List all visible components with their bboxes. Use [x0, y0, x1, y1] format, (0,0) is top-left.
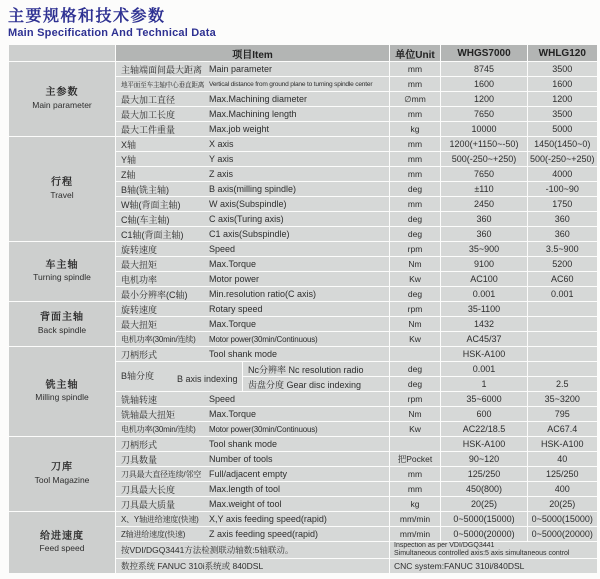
- group-label-zh: 主参数: [45, 87, 79, 99]
- item-cell: [116, 407, 389, 421]
- item-zh: 电机功率: [121, 274, 158, 285]
- group-label-en: Back spindle: [37, 324, 87, 335]
- unit-cell: deg: [390, 212, 440, 226]
- item-cell: [116, 92, 389, 106]
- value-whlg120: [528, 362, 597, 376]
- item-zh: Z轴进给速度(快速): [121, 529, 186, 539]
- item-zh: 主轴端面间最大距离: [121, 64, 203, 75]
- item-en: X,Y axis feeding speed(rapid): [209, 514, 327, 524]
- unit-cell: rpm: [390, 242, 440, 256]
- item-en: Tool shank mode: [209, 349, 278, 359]
- group-label-zh: 刀库: [51, 462, 73, 474]
- group-label-zh: 车主轴: [45, 259, 79, 271]
- item-en: B axis(milling spindle): [209, 184, 297, 194]
- value-whgs7000: 8745: [441, 62, 527, 76]
- item-cell: [116, 62, 389, 76]
- item-en: Speed: [209, 244, 236, 254]
- item-zh: 刀具数量: [121, 454, 158, 465]
- value-whgs7000: 450(800): [441, 482, 527, 496]
- unit-cell: ∅mm: [390, 92, 440, 106]
- item-en: Max.Torque: [209, 319, 257, 329]
- value-whgs7000: 500(-250~+250): [441, 152, 527, 166]
- value-whlg120: 125/250: [528, 467, 597, 481]
- value-whlg120: 500(-250~+250): [530, 154, 595, 164]
- item-en: Max.length of tool: [209, 484, 281, 494]
- item-en: W axis(Subspindle): [209, 199, 287, 209]
- value-whgs7000: 10000: [441, 122, 527, 136]
- unit-cell: mm: [390, 467, 440, 481]
- item-cell: [116, 287, 389, 301]
- group-label-en: Turning spindle: [33, 272, 91, 283]
- item-zh: 旋转速度: [121, 244, 158, 255]
- value-whlg120: 5200: [528, 257, 597, 271]
- item-en: X axis: [209, 139, 234, 149]
- item-en: Y axis: [209, 154, 234, 164]
- value-whgs7000: AC22/18.5: [441, 422, 527, 436]
- unit-cell: 把Pocket: [390, 452, 440, 466]
- item-cell: [116, 512, 389, 526]
- item-zh: 地平面至车主轴中心垂直距离: [121, 82, 205, 89]
- unit-cell: mm: [390, 167, 440, 181]
- group-label-en: Milling spindle: [35, 392, 89, 403]
- value-whlg120: HSK-A100: [528, 437, 597, 451]
- value-whlg120: 400: [528, 482, 597, 496]
- value-whlg120: 0.001: [528, 287, 597, 301]
- unit-cell: deg: [390, 227, 440, 241]
- unit-cell: deg: [390, 182, 440, 196]
- note-cnc-en: CNC system:FANUC 310i/840DSL: [390, 559, 597, 573]
- group-label-zh: 行程: [51, 177, 73, 189]
- item-zh: 最大扭矩: [121, 319, 158, 330]
- item-zh: X轴: [121, 139, 137, 150]
- header-item: 项目Item: [116, 45, 389, 61]
- item-en: Max.Machining diameter: [209, 94, 308, 104]
- value-whlg120: AC67.4: [528, 422, 597, 436]
- value-whlg120: 0~5000(20000): [528, 527, 597, 541]
- value-whgs7000: 360: [441, 227, 527, 241]
- unit-cell: [390, 437, 440, 451]
- value-whlg120: 360: [528, 212, 597, 226]
- item-zh: 最大工件重量: [121, 124, 176, 135]
- value-whgs7000: 2450: [441, 197, 527, 211]
- item-en: C axis(Turing axis): [209, 214, 284, 224]
- group-cell-turning-spindle: [9, 242, 115, 301]
- table-row: [9, 302, 597, 316]
- item-zh: 刀具最大直径连续/邻空: [121, 469, 202, 479]
- item-zh: 刀柄形式: [121, 349, 158, 360]
- table-row: [9, 137, 597, 151]
- item-cell: [116, 452, 389, 466]
- item-en: Full/adjacent empty: [209, 469, 288, 479]
- unit-cell: Nm: [390, 257, 440, 271]
- value-whlg120: 5000: [528, 122, 597, 136]
- value-whlg120: 795: [528, 407, 597, 421]
- value-whlg120: 1750: [528, 197, 597, 211]
- item-cell: [116, 422, 389, 436]
- group-cell-tool-magazine: [9, 437, 115, 511]
- item-en: Max.job weight: [209, 124, 270, 134]
- item-zh: 电机功率(30min/连续): [121, 334, 196, 344]
- unit-cell: mm/min: [390, 527, 440, 541]
- note-line: Inspection as per VDI/DGQ3441: [394, 542, 495, 549]
- item-zh: 电机功率(30min/连续): [121, 424, 196, 434]
- unit-cell: deg: [390, 287, 440, 301]
- value-whlg120: 20(25): [528, 497, 597, 511]
- group-label-en: Main parameter: [32, 99, 92, 110]
- item-cell: [116, 527, 389, 541]
- group-cell-main-parameter: [9, 62, 115, 136]
- item-en: Z axis: [209, 169, 234, 179]
- unit-cell: mm: [390, 62, 440, 76]
- item-cell: [116, 137, 389, 151]
- value-whgs7000: AC100: [441, 272, 527, 286]
- item-en: Vertical distance from ground plane to turning spindle center: [209, 80, 373, 88]
- unit-cell: mm: [390, 152, 440, 166]
- header-group-corner: [9, 45, 115, 61]
- item-zh: 铣轴最大扭矩: [121, 409, 176, 420]
- item-zh: 最大加工直径: [121, 94, 176, 105]
- note-inspection-zh: 按VDI/DGQ3441方法检测联动轴数:5轴联动。: [116, 542, 389, 558]
- item-en: Max.Torque: [209, 409, 257, 419]
- item-zh: 刀柄形式: [121, 439, 158, 450]
- value-whgs7000: 1600: [441, 77, 527, 91]
- item-cell: [116, 152, 389, 166]
- item-zh: 最大加工长度: [121, 109, 176, 120]
- value-whgs7000: ±110: [441, 182, 527, 196]
- value-whlg120: 1450(1450~0): [528, 137, 597, 151]
- unit-cell: Nm: [390, 317, 440, 331]
- note-inspection-en: [390, 542, 597, 558]
- unit-cell: kg: [390, 122, 440, 136]
- table-row: [9, 347, 597, 361]
- item-en: Rotary speed: [209, 304, 263, 314]
- value-whlg120: 4000: [528, 167, 597, 181]
- value-whgs7000: 0.001: [441, 362, 527, 376]
- group-cell-travel: [9, 137, 115, 241]
- item-en: Motor power(30min/Continuous): [209, 424, 318, 434]
- item-cell: [116, 227, 389, 241]
- subitem-cell: Nc分辨率 Nc resolution radio: [243, 362, 389, 376]
- value-whgs7000: 360: [441, 212, 527, 226]
- item-zh: B轴(铣主轴): [121, 184, 169, 195]
- item-en: Speed: [209, 394, 236, 404]
- item-en: Max.Torque: [209, 259, 257, 269]
- value-whgs7000: 35~6000: [441, 392, 527, 406]
- unit-cell: deg: [390, 377, 440, 391]
- table-row: [9, 62, 597, 76]
- item-en: Number of tools: [209, 454, 273, 464]
- value-whlg120: -100~90: [528, 182, 597, 196]
- item-en: C1 axis(Subspindle): [209, 229, 290, 239]
- unit-cell: mm: [390, 197, 440, 211]
- unit-cell: Kw: [390, 272, 440, 286]
- item-cell: [116, 302, 389, 316]
- note-line: Simultaneous controlled axis:5 axis simultaneous control: [394, 550, 570, 558]
- group-label-zh: 背面主轴: [40, 312, 84, 324]
- value-whlg120: 0~5000(15000): [528, 512, 597, 526]
- item-cell: [116, 167, 389, 181]
- item-en: Min.resolution ratio(C axis): [209, 289, 317, 299]
- value-whgs7000: 1200: [441, 92, 527, 106]
- table-header-row: [9, 45, 597, 61]
- item-zh: Y轴: [121, 154, 137, 165]
- item-cell: [116, 437, 389, 451]
- spec-table: [8, 44, 598, 574]
- group-label-zh: 给进速度: [40, 530, 84, 542]
- group-cell-feed-speed: [9, 512, 115, 573]
- unit-cell: rpm: [390, 302, 440, 316]
- group-cell-back-spindle: [9, 302, 115, 346]
- unit-cell: mm: [390, 107, 440, 121]
- item-zh: Z轴: [121, 169, 136, 180]
- value-whgs7000: 7650: [441, 167, 527, 181]
- item-cell: [116, 317, 389, 331]
- item-cell: [116, 497, 389, 511]
- item-zh: C1轴(背面主轴): [121, 229, 184, 240]
- unit-cell: mm: [390, 137, 440, 151]
- unit-cell: mm/min: [390, 512, 440, 526]
- value-whgs7000: 0~5000(20000): [441, 527, 527, 541]
- unit-cell: Nm: [390, 407, 440, 421]
- page-title: 主要规格和技术参数: [8, 8, 166, 25]
- value-whgs7000: 20(25): [441, 497, 527, 511]
- item-en: Tool shank mode: [209, 439, 278, 449]
- group-label-en: Feed speed: [39, 543, 85, 554]
- value-whgs7000: 125/250: [441, 467, 527, 481]
- unit-cell: [390, 347, 440, 361]
- item-zh: 刀具最大长度: [121, 484, 176, 495]
- item-cell: [116, 182, 389, 196]
- item-cell: [116, 467, 389, 481]
- item-cell: [116, 392, 389, 406]
- item-zh: 铣轴转速: [121, 394, 158, 405]
- value-whgs7000: HSK-A100: [441, 437, 527, 451]
- header-model2: WHLG120: [528, 45, 597, 61]
- subitem-cell: 齿盘分度 Gear disc indexing: [243, 377, 389, 391]
- item-zh: B轴分度: [121, 371, 155, 381]
- item-cell: [116, 332, 389, 346]
- item-cell: [116, 347, 389, 361]
- value-whlg120: 40: [528, 452, 597, 466]
- table-row: [9, 512, 597, 526]
- group-label-en: Tool Magazine: [34, 474, 90, 485]
- item-en: Z axis feeding speed(rapid): [209, 529, 319, 539]
- item-zh: 最小分辨率(C轴): [121, 289, 188, 300]
- value-whlg120: AC60: [528, 272, 597, 286]
- item-cell: [116, 77, 389, 91]
- item-cell: [116, 122, 389, 136]
- value-whgs7000: HSK-A100: [441, 347, 527, 361]
- header-unit: 单位Unit: [390, 45, 440, 61]
- value-whgs7000: 600: [441, 407, 527, 421]
- value-whlg120: 1200: [528, 92, 597, 106]
- value-whlg120: 360: [528, 227, 597, 241]
- value-whgs7000: 90~120: [441, 452, 527, 466]
- value-whlg120: 3500: [528, 107, 597, 121]
- unit-cell: kg: [390, 497, 440, 511]
- value-whgs7000: 35~900: [441, 242, 527, 256]
- item-en: Motor power: [209, 274, 260, 284]
- value-whgs7000: 35-1100: [441, 302, 527, 316]
- item-en: Motor power(30min/Continuous): [209, 334, 318, 344]
- unit-cell: deg: [390, 362, 440, 376]
- header-model1: WHGS7000: [441, 45, 527, 61]
- group-label-en: Travel: [50, 189, 74, 200]
- table-row: [9, 242, 597, 256]
- page-subtitle: Main Specification And Technical Data: [8, 27, 216, 39]
- item-cell: [116, 212, 389, 226]
- item-zh: 刀具最大质量: [121, 499, 176, 510]
- unit-cell: Kw: [390, 332, 440, 346]
- item-cell-b-axis-indexing: [116, 362, 242, 391]
- item-en: Max.Machining length: [209, 109, 297, 119]
- value-whlg120: [528, 347, 597, 361]
- unit-cell: Kw: [390, 422, 440, 436]
- table-row: [9, 437, 597, 451]
- item-en: B axis indexing: [177, 374, 238, 384]
- value-whlg120: [528, 317, 597, 331]
- unit-cell: mm: [390, 482, 440, 496]
- value-whlg120: [528, 332, 597, 346]
- value-whlg120: 1600: [528, 77, 597, 91]
- value-whlg120: 3.5~900: [528, 242, 597, 256]
- unit-cell: rpm: [390, 392, 440, 406]
- item-zh: W轴(背面主轴): [121, 199, 181, 210]
- value-whgs7000: 0~5000(15000): [441, 512, 527, 526]
- value-whgs7000: 1: [441, 377, 527, 391]
- item-en: Main parameter: [209, 64, 273, 74]
- item-cell: [116, 107, 389, 121]
- value-whgs7000: 9100: [441, 257, 527, 271]
- value-whgs7000: 7650: [441, 107, 527, 121]
- note-cnc-zh: 数控系统 FANUC 310i系统或 840DSL: [116, 559, 389, 573]
- group-cell-milling-spindle: [9, 347, 115, 436]
- value-whlg120: 3500: [528, 62, 597, 76]
- item-cell: [116, 242, 389, 256]
- item-cell: [116, 257, 389, 271]
- item-zh: X、Y轴进给速度(快速): [121, 514, 199, 524]
- item-cell: [116, 272, 389, 286]
- item-zh: 旋转速度: [121, 304, 158, 315]
- value-whgs7000: 1200(+1150~-50): [441, 137, 527, 151]
- item-cell: [116, 197, 389, 211]
- value-whlg120: [528, 302, 597, 316]
- item-zh: C轴(车主轴): [121, 214, 170, 225]
- item-en: Max.weight of tool: [209, 499, 282, 509]
- unit-cell: mm: [390, 77, 440, 91]
- group-label-zh: 铣主轴: [45, 379, 79, 391]
- item-zh: 最大扭矩: [121, 259, 158, 270]
- value-whlg120: 35~3200: [528, 392, 597, 406]
- value-whlg120: 2.5: [528, 377, 597, 391]
- value-whgs7000: AC45/37: [441, 332, 527, 346]
- value-whgs7000: 1432: [441, 317, 527, 331]
- item-cell: [116, 482, 389, 496]
- value-whgs7000: 0.001: [441, 287, 527, 301]
